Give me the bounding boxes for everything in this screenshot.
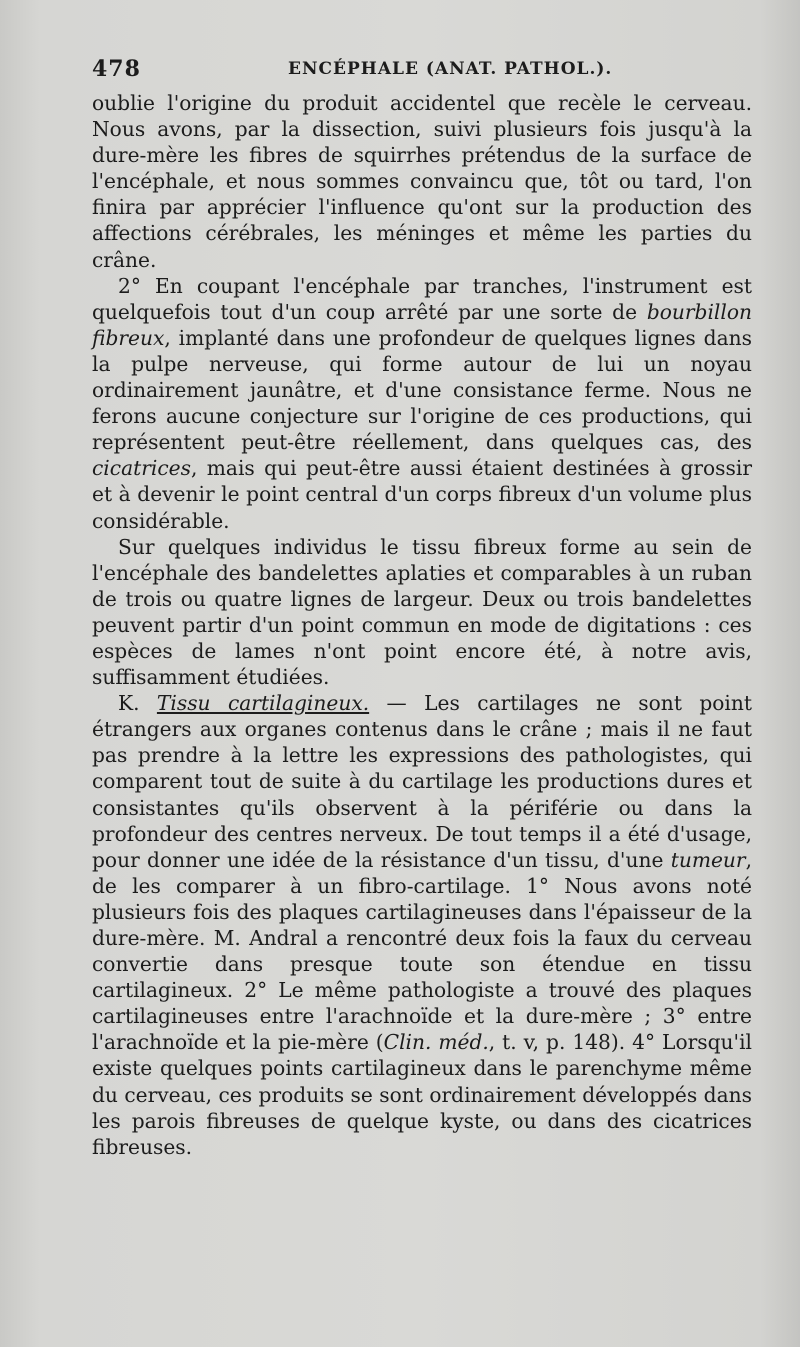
running-head: ENCÉPHALE (ANAT. PATHOL.).: [288, 59, 613, 79]
paragraph-3: Sur quelques individus le tissu fibreux forme au sein de l'encéphale des bandelettes aplaties et comparables à un ruban de trois ou quatre lignes de largeur. Deux ou trois bandelettes peuvent partir d'un point commun en mode de digitations : ces espèces de lames n'ont point encore été, à notre avis, suffisamment étudiées.: [92, 534, 752, 690]
page-number: 478: [92, 56, 141, 82]
paragraph-1: oublie l'origine du produit accidentel que recèle le cerveau. Nous avons, par la dissection, suivi plusieurs fois jusqu'à la dure-mère les fibres de squirrhes prétendus de la surface de l'encéphale, et nous sommes convaincu que, tôt ou tard, l'on finira par apprécier l'influence qu'ont sur la production des affections cérébrales, les méninges et même les parties du crâne.: [92, 91, 752, 272]
italic-term-bourbillon: bourbillon fibreux: [92, 299, 752, 350]
italic-reference: Clin. méd.: [383, 1030, 489, 1055]
paragraph-2-part-a: 2° En coupant l'encéphale par tranches, l'instrument est quelquefois tout d'un coup arrêté par une sorte de: [92, 273, 752, 324]
paragraph-2: [92, 273, 752, 534]
paragraph-4-part-c: , t. v, p. 148). 4° Lorsqu'il existe quelques points cartilagineux dans le parenchyme même du cerveau, ces produits se sont ordinairement développés dans les parois fibreuses de quelque kyste, ou dans des cicatrices fibreuses.: [92, 1030, 752, 1159]
paragraph-4: [92, 690, 752, 1160]
paragraph-2-part-b: , implanté dans une profondeur de quelques lignes dans la pulpe nerveuse, qui forme autour de lui un noyau ordinairement jaunâtre, et d'une consistance ferme. Nous ne ferons aucune conjecture sur l'origine de ces productions, qui représentent peut-être réellement, dans quelques cas, des: [92, 325, 752, 455]
section-label: K.: [118, 691, 157, 716]
italic-term-cicatrices: cicatrices: [92, 456, 191, 481]
paragraph-2-part-c: , mais qui peut-être aussi étaient destinées à grossir et à devenir le point central d'un corps fibreux d'un volume plus considérable.: [92, 456, 752, 533]
paragraph-4-part-a: — Les cartilages ne sont point étrangers aux organes contenus dans le crâne ; mais il ne faut pas prendre à la lettre les expressions des pathologistes, qui comparent tout de suite à du cartilage les productions dures et consistantes qu'ils observent à la périférie ou dans la profondeur des centres nerveux. De tout temps il a été d'usage, pour donner une idée de la résistance d'un tissu, d'une: [92, 691, 752, 872]
body-text: [92, 90, 752, 1160]
page-header: [92, 56, 752, 86]
section-title: Tissu cartilagineux.: [156, 691, 370, 716]
paragraph-4-part-b: , de les comparer à un fibro-cartilage. 1° Nous avons noté plusieurs fois des plaques cartilagineuses dans l'épaisseur de la dure-mère. M. Andral a rencontré deux fois la faux du cerveau convertie dans presque toute son étendue en tissu cartilagineux. 2° Le même pathologiste a trouvé des plaques cartilagineuses entre l'arachnoïde et la dure-mère ; 3° entre l'arachnoïde et la pie-mère (: [92, 847, 752, 1055]
italic-term-tumeur: tumeur: [670, 847, 746, 872]
